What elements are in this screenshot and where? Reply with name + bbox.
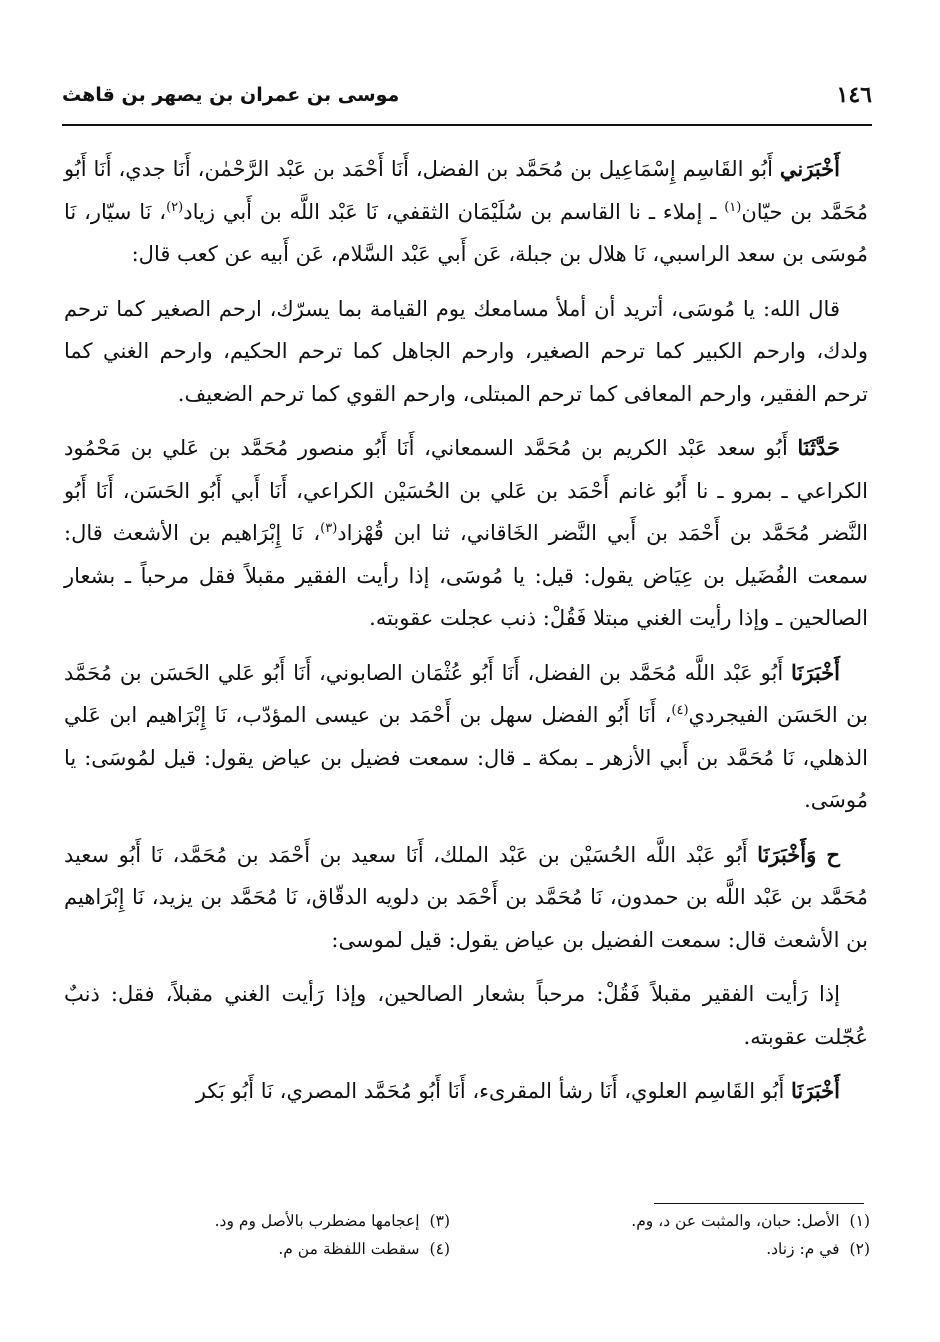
isnad-keyword: ح وَأَخْبَرَنَا	[757, 841, 840, 867]
running-title: موسى بن عمران بن يصهر بن قاهث	[62, 84, 400, 106]
paragraph-4	[64, 652, 868, 822]
paragraph-text: ـ إملاء ـ نا القاسم بن سُلَيْمَان الثقفي، نَا عَبْد اللَّه بن أَبي زياد	[183, 199, 725, 224]
header-rule	[62, 124, 872, 126]
footnote-text: الأصل: حبان، والمثبت عن د، وم.	[631, 1212, 840, 1230]
footnote-1	[631, 1212, 870, 1230]
footnote-ref-4: (٤)	[671, 703, 689, 718]
footnote-3	[215, 1212, 450, 1230]
footnote-ref-3: (٣)	[320, 521, 338, 536]
footnote-4	[278, 1240, 450, 1258]
paragraph-3	[64, 427, 868, 640]
footnote-text: سقطت اللفظة من م.	[278, 1240, 420, 1258]
footnote-ref-1: (١)	[724, 199, 742, 215]
paragraph-text: أَبُو عَبْد اللَّه مُحَمَّد بن الفضل، أَنَا أَبُو عُثْمَان الصابوني، أَنَا أَبُو عَلي الحَسَن بن مُحَمَّد بن الحَسَن الفيجردي	[64, 660, 868, 727]
paragraph-2	[64, 288, 868, 416]
paragraph-1	[64, 148, 868, 276]
paragraph-text: قال الله: يا مُوسَى، أتريد أن أملأ مسامعك يوم القيامة بما يسرّك، ارحم الصغير كما ترحم ولدك، وارحم الكبير كما ترحم الصغير، وارحم الجاهل كما ترحم الحكيم، وارحم الغني كما ترحم الفقير، وارحم المعافى كما ترحم المبتلى، وارحم القوي كما ترحم الضعيف.	[64, 296, 868, 406]
paragraph-5	[64, 834, 868, 962]
paragraph-text: أَبُو القَاسِم العلوي، أَنَا رشأ المقرىء، أَنَا أَبُو مُحَمَّد المصري، نَا أَبُو بَكر	[195, 1079, 792, 1103]
paragraph-text: إذا رَأيت الفقير مقبلاً فَقُلْ: مرحباً بشعار الصالحين، وإذا رَأيت الغني مقبلاً، فقل: ذنبٌ عُجّلت عقوبته.	[64, 982, 868, 1049]
footnote-text: إعجامها مضطرب بالأصل وم ود.	[214, 1212, 420, 1230]
paragraph-text: أَبُو سعد عَبْد الكريم بن مُحَمَّد السمعاني، أَنَا أَبُو منصور مُحَمَّد بن عَلي بن مَحْمُود الكراعي ـ بمرو ـ نا أَبُو غانم أَحْمَد بن عَلي بن الحُسَيْن الكراعي، أَنَا أَبي أَبُو الحَسَن، أَنَا أَبُو النَّضر مُحَمَّد بن أَحْمَد بن أَبي النَّضر الخَاقاني، ثنا ابن قُهْزاد	[64, 436, 868, 545]
footnote-number: (٣)	[429, 1212, 450, 1230]
isnad-keyword: حَدَّثَنَا	[797, 435, 840, 460]
footnote-number: (١)	[849, 1212, 870, 1230]
footnote-ref-2: (٢)	[166, 199, 184, 215]
page-header	[62, 78, 872, 124]
paragraph-7	[64, 1070, 868, 1113]
isnad-keyword: أَخْبَرَنَا	[791, 659, 840, 685]
paragraph-text: ، أَنَا أَبُو الفضل سهل بن أَحْمَد بن عيسى المؤدّب، نَا إِبْرَاهيم ابن عَلي الذهلي، نَا مُحَمَّد بن أَبي الأزهر ـ بمكة ـ قال: سمعت فضيل بن عياض يقول: قيل لمُوسَى: يا مُوسَى.	[64, 703, 868, 812]
footnote-number: (٤)	[429, 1240, 450, 1258]
paragraph-text: ، نَا سيّار، نَا مُوسَى بن سعد الراسبي، نَا هلال بن جبلة، عَن أَبي عَبْد السَّلام، عَن أَبيه عن كعب قال:	[64, 199, 868, 266]
footnote-text: في م: زناد.	[766, 1240, 840, 1258]
paragraph-text: أَبُو عَبْد اللَّه الحُسَيْن بن عَبْد الملك، أَنَا سعيد بن أَحْمَد بن مُحَمَّد، نَا أَبُو سعيد مُحَمَّد بن عَبْد اللَّه بن حمدون، نَا مُحَمَّد بن أَحْمَد بن دلويه الدقّاق، نَا مُحَمَّد بن يزيد، نَا إِبْرَاهيم بن الأشعث قال: سمعت الفضيل بن عياض يقول: قيل لموسى:	[64, 842, 868, 952]
footnote-rule	[654, 1203, 864, 1204]
footnote-number: (٢)	[849, 1240, 870, 1258]
main-text	[64, 148, 868, 1125]
paragraph-6	[64, 973, 868, 1058]
page-number: ١٤٦	[836, 82, 872, 108]
paragraph-text: ، نَا إِبْرَاهيم بن الأشعث قال: سمعت الفُضَيل بن عِيَاض يقول: قيل: يا مُوسَى، إذا رأيت الفقير مقبلاً فقل مرحباً ـ بشعار الصالحين ـ وإذا رأيت الغني مبتلا فَقُلْ: ذنب عجلت عقوبته.	[64, 521, 868, 630]
paragraph-text: أَبُو القَاسِم إِسْمَاعِيل بن مُحَمَّد بن الفضل، أَنَا أَحْمَد بن عَبْد الرَّحْمٰن، أَنَا جدي، أَنَا أَبُو مُحَمَّد بن حيّان	[64, 157, 868, 224]
footnote-2	[766, 1240, 870, 1258]
isnad-keyword: أَخْبَرَني	[779, 156, 840, 181]
isnad-keyword: أَخْبَرَنَا	[791, 1078, 840, 1103]
